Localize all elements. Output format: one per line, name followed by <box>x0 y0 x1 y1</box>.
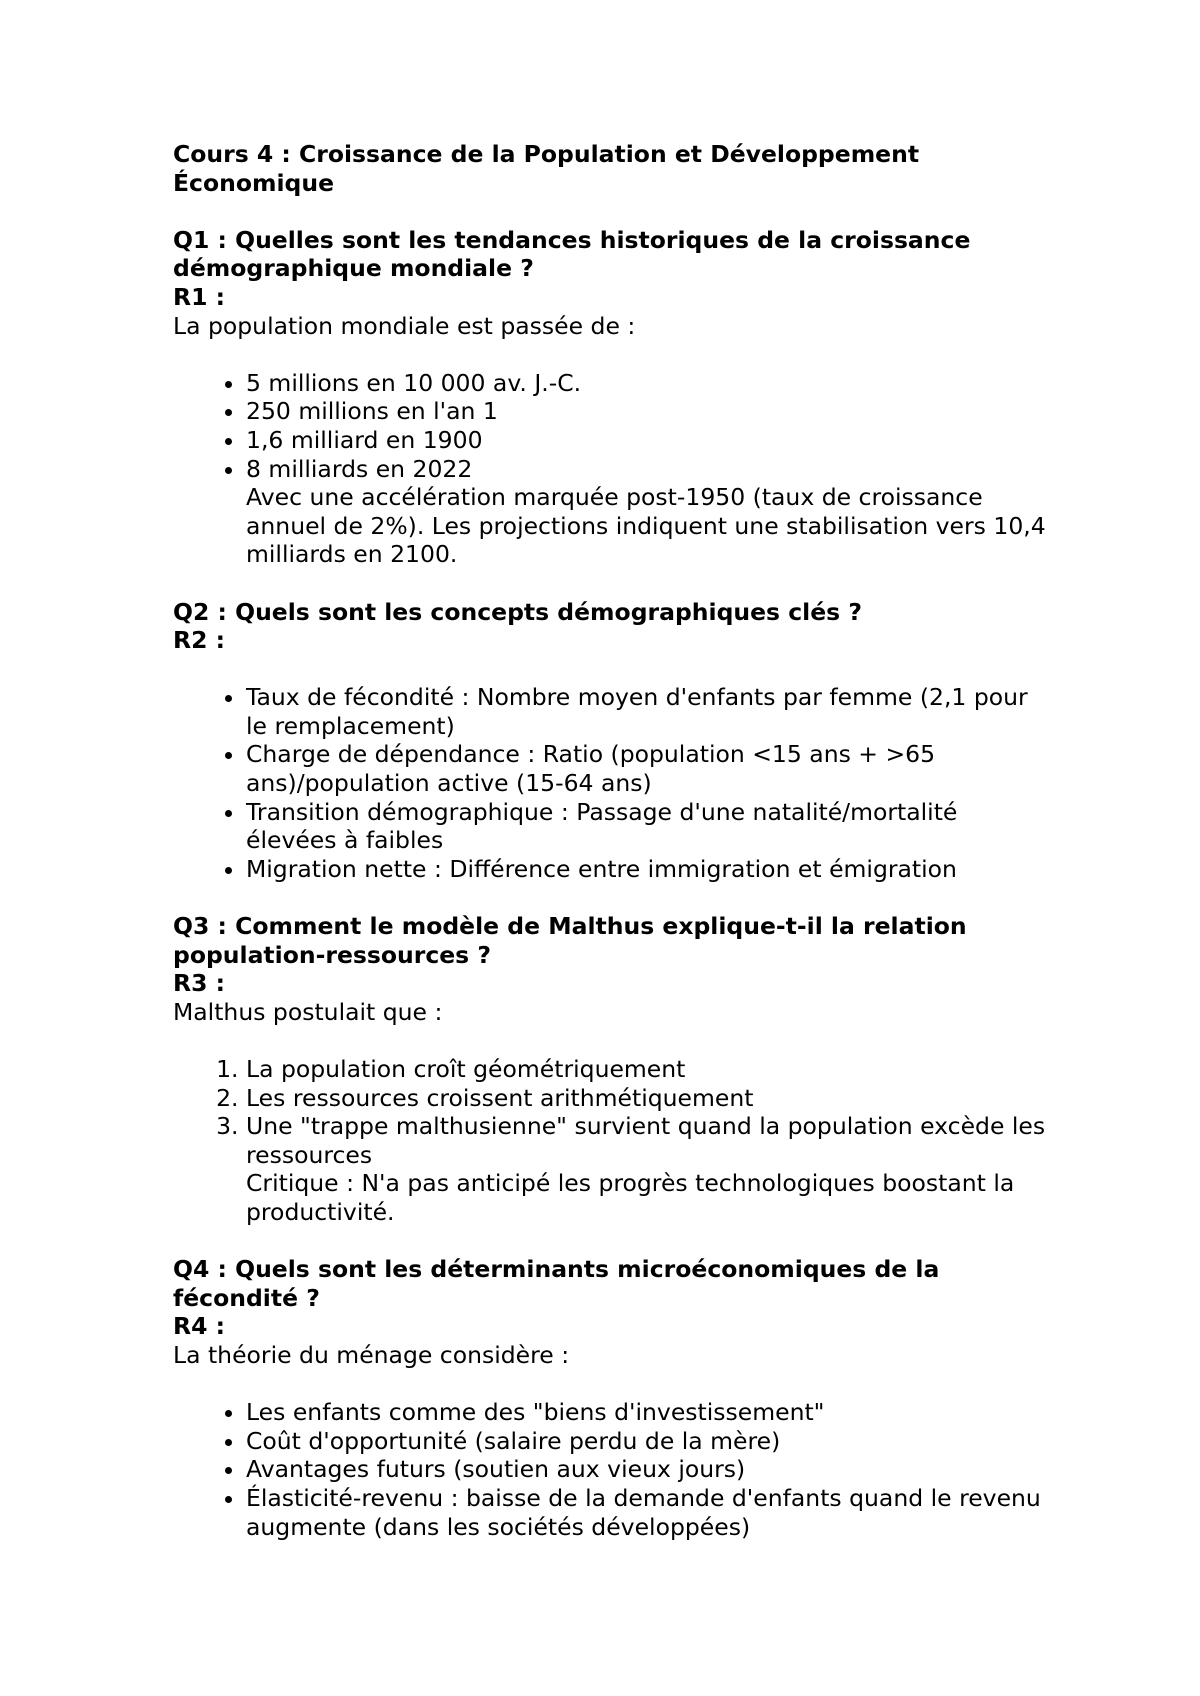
question-heading: Q2 : Quels sont les concepts démographiques clés ? <box>173 597 862 626</box>
list-item: • Charge de dépendance : Ratio (population <15 ans + >65 ans)/population active (15-64 ans) <box>246 740 1053 797</box>
list-item: • 250 millions en l'an 1 <box>246 397 1053 426</box>
list-item-text: 8 milliards en 2022 <box>246 454 473 483</box>
bullet-list <box>173 683 1053 883</box>
section-q1 <box>173 226 1053 569</box>
section-q3 <box>173 912 1053 1227</box>
question-heading: Q4 : Quels sont les déterminants microéconomiques de la fécondité ? <box>173 1255 940 1312</box>
list-item: • 1,6 milliard en 1900 <box>246 426 1053 455</box>
list-item: • 5 millions en 10 000 av. J.-C. <box>246 369 1053 398</box>
bullet-list <box>173 1398 1053 1541</box>
question-heading: Q1 : Quelles sont les tendances historiques de la croissance démographique mondiale ? <box>173 225 971 283</box>
list-item: 1. La population croît géométriquement <box>246 1055 1053 1084</box>
list-item: • Les enfants comme des "biens d'investissement" <box>246 1398 1053 1427</box>
answer-label: R3 : <box>173 969 226 998</box>
answer-label: R4 : <box>173 1312 226 1341</box>
answer-intro: La théorie du ménage considère : <box>173 1340 570 1369</box>
list-item: • Avantages futurs (soutien aux vieux jours) <box>246 1455 1053 1484</box>
answer-label: R2 : <box>173 626 226 655</box>
answer-label: R1 : <box>173 282 226 311</box>
list-item: • Coût d'opportunité (salaire perdu de la mère) <box>246 1427 1053 1456</box>
list-item-text: Une "trappe malthusienne" survient quand la population excède les ressources <box>246 1112 1046 1169</box>
section-q2 <box>173 598 1053 884</box>
answer-note: Avec une accélération marquée post-1950 (taux de croissance annuel de 2%). Les projections indiquent une stabilisation vers 10,4 milliards en 2100. <box>246 483 1046 569</box>
list-item <box>246 1112 1053 1226</box>
list-item <box>246 455 1053 569</box>
list-item: 2. Les ressources croissent arithmétiquement <box>246 1084 1053 1113</box>
answer-intro: Malthus postulait que : <box>173 997 443 1026</box>
numbered-list <box>173 1055 1053 1227</box>
list-item: • Migration nette : Différence entre immigration et émigration <box>246 855 1053 884</box>
answer-note: Critique : N'a pas anticipé les progrès technologiques boostant la productivité. <box>246 1169 1015 1226</box>
section-q4 <box>173 1255 1053 1541</box>
bullet-list <box>173 369 1053 569</box>
question-heading: Q3 : Comment le modèle de Malthus explique-t-il la relation population-ressources ? <box>173 912 967 969</box>
document-page <box>173 140 1053 1541</box>
answer-intro: La population mondiale est passée de : <box>173 311 636 340</box>
list-item: • Taux de fécondité : Nombre moyen d'enfants par femme (2,1 pour le remplacement) <box>246 683 1053 740</box>
list-item: • Élasticité-revenu : baisse de la demande d'enfants quand le revenu augmente (dans les sociétés développées) <box>246 1484 1053 1541</box>
document-title: Cours 4 : Croissance de la Population et Développement Économique <box>173 140 920 197</box>
list-item: • Transition démographique : Passage d'une natalité/mortalité élevées à faibles <box>246 798 1053 855</box>
